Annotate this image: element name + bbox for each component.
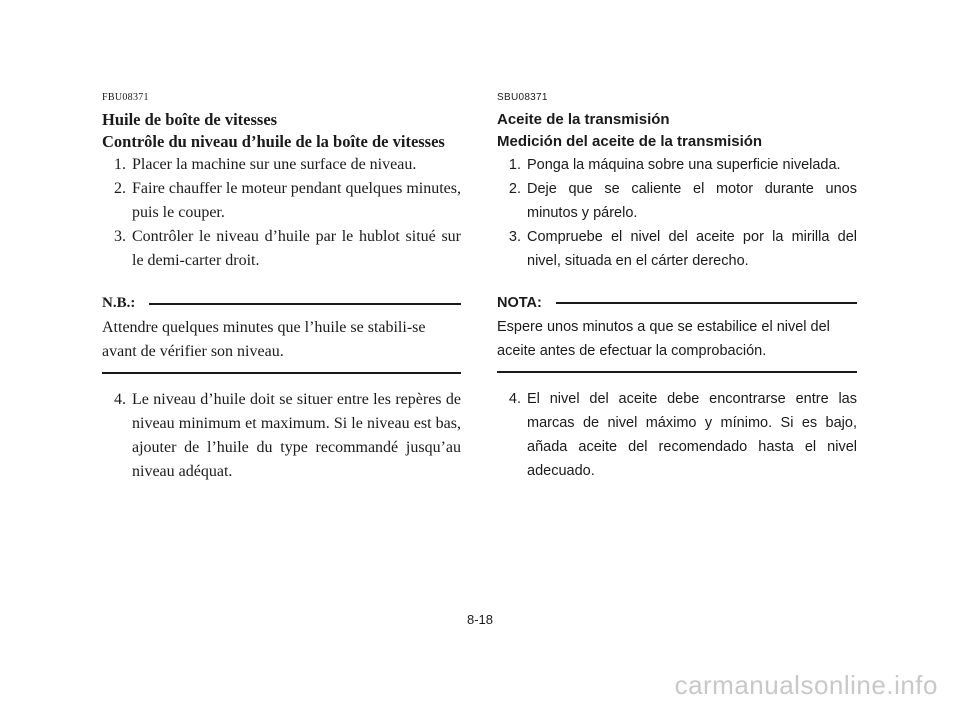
list-item [497, 387, 857, 483]
french-column [102, 92, 461, 484]
subsection-title: Contrôle du niveau d’huile de la boîte de vitesses [102, 132, 445, 151]
step-number: 3. [114, 228, 126, 245]
step-number: 4. [508, 391, 521, 407]
step-text: El nivel del aceite debe encontrarse entre las marcas de nivel máximo y mínimo. Si es bajo, añada aceite del recomendado hasta el nivel adecuado. [527, 391, 857, 479]
step-text: Contrôler le niveau d’huile par le hublot situé sur le demi-carter droit. [132, 228, 461, 269]
step-number: 1. [114, 156, 126, 173]
step-text: Compruebe el nivel del aceite por la mirilla del nivel, situada en el cárter derecho. [527, 229, 857, 269]
section-code: SBU08371 [497, 92, 548, 103]
list-item [497, 153, 857, 177]
note-label: N.B.: [102, 295, 136, 311]
step-number: 1. [508, 157, 521, 173]
steps-list-continued [102, 388, 461, 484]
step-number: 2. [114, 180, 126, 197]
note-text: Espere unos minutos a que se estabilice el nivel del aceite antes de efectuar la comprobación. [497, 319, 830, 359]
step-text: Placer la machine sur une surface de niveau. [132, 156, 417, 173]
section-title: Huile de boîte de vitesses [102, 110, 278, 129]
note-box [497, 295, 857, 373]
step-text: Deje que se caliente el motor durante unos minutos y párelo. [527, 181, 857, 221]
list-item [102, 225, 461, 273]
section-title: Aceite de la transmisión [497, 111, 670, 128]
subsection-title: Medición del aceite de la transmisión [497, 133, 763, 150]
note-text: Attendre quelques minutes que l’huile se stabili-se avant de vérifier son niveau. [102, 319, 426, 360]
page-number: 8-18 [466, 612, 494, 627]
step-number: 4. [114, 391, 126, 408]
list-item [497, 177, 857, 225]
note-box [102, 295, 461, 374]
step-text: Ponga la máquina sobre una superficie nivelada. [527, 157, 841, 173]
list-item [497, 225, 857, 273]
section-code: FBU08371 [102, 92, 149, 103]
step-text: Faire chauffer le moteur pendant quelques minutes, puis le couper. [132, 180, 461, 221]
note-header [102, 295, 461, 312]
note-label: NOTA: [497, 295, 542, 311]
list-item [102, 388, 461, 484]
list-item [102, 177, 461, 225]
list-item [102, 153, 461, 177]
steps-list [497, 153, 857, 273]
spanish-column [497, 92, 857, 483]
step-number: 3. [508, 229, 521, 245]
step-number: 2. [508, 181, 521, 197]
note-rule [556, 302, 857, 304]
note-end-rule [497, 371, 857, 373]
steps-list-continued [497, 387, 857, 483]
note-header [497, 295, 857, 311]
note-rule [149, 303, 461, 305]
watermark: carmanualsonline.info [674, 670, 938, 700]
note-end-rule [102, 372, 461, 374]
step-text: Le niveau d’huile doit se situer entre les repères de niveau minimum et maximum. Si le niveau est bas, ajouter de l’huile du type recommandé jusqu’au niveau adéquat. [132, 391, 461, 480]
steps-list [102, 153, 461, 273]
